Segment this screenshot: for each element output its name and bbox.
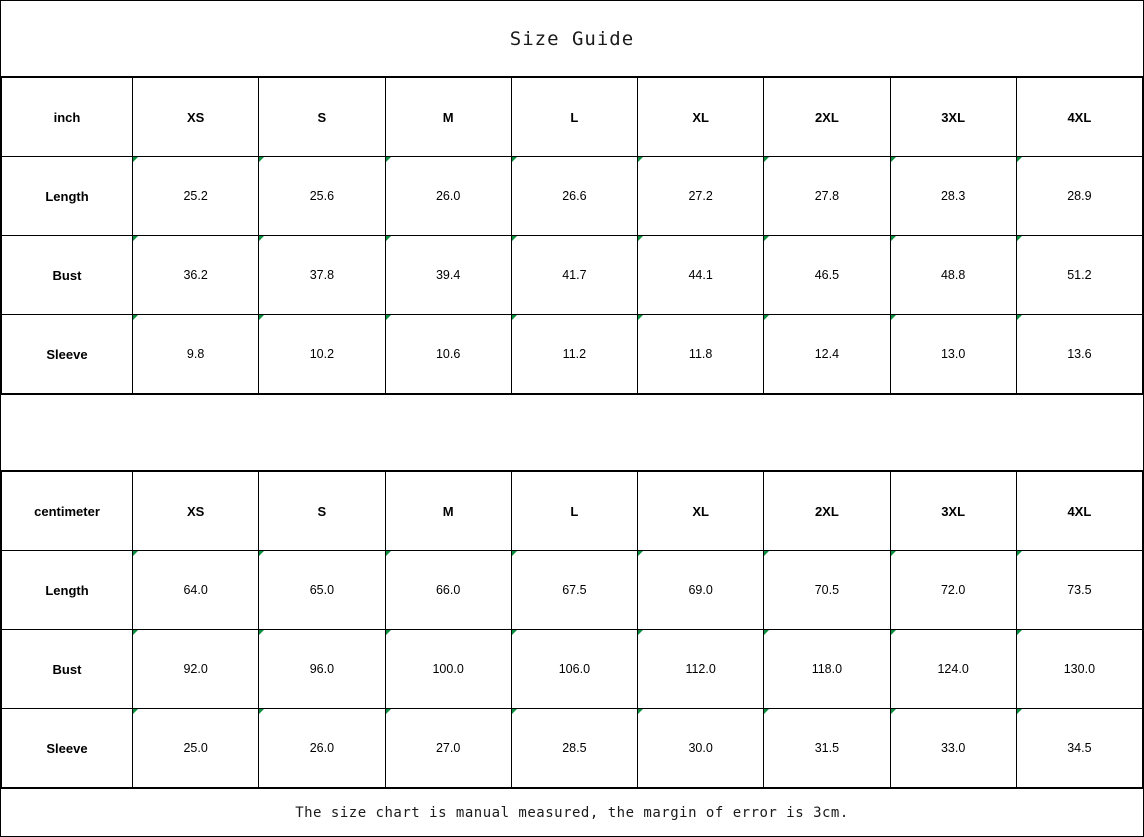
measurement-value: 27.8	[764, 157, 890, 236]
measurement-value: 130.0	[1016, 630, 1142, 709]
measurement-value: 70.5	[764, 551, 890, 630]
table-row	[2, 551, 1143, 630]
size-column-header: 3XL	[890, 472, 1016, 551]
measurement-value: 67.5	[511, 551, 637, 630]
centimeter-size-table	[1, 471, 1143, 788]
measurement-value: 10.6	[385, 315, 511, 394]
unit-label-centimeter: centimeter	[2, 472, 133, 551]
footer-note-bar	[1, 789, 1143, 836]
measurement-value: 112.0	[638, 630, 764, 709]
measurement-value: 26.0	[385, 157, 511, 236]
measurement-value: 13.6	[1016, 315, 1142, 394]
measurement-value: 65.0	[259, 551, 385, 630]
measurement-value: 37.8	[259, 236, 385, 315]
measurement-value: 26.6	[511, 157, 637, 236]
size-column-header: 3XL	[890, 78, 1016, 157]
inch-table-wrapper	[1, 77, 1143, 395]
measurement-value: 64.0	[133, 551, 259, 630]
measurement-value: 25.2	[133, 157, 259, 236]
page-title-bar	[1, 1, 1143, 77]
measurement-value: 118.0	[764, 630, 890, 709]
measurement-value: 69.0	[638, 551, 764, 630]
size-column-header: XS	[133, 472, 259, 551]
measurement-value: 44.1	[638, 236, 764, 315]
measurement-value: 11.8	[638, 315, 764, 394]
centimeter-table-wrapper	[1, 471, 1143, 789]
measurement-value: 28.3	[890, 157, 1016, 236]
measurement-value: 36.2	[133, 236, 259, 315]
size-column-header: XL	[638, 78, 764, 157]
size-column-header: 4XL	[1016, 472, 1142, 551]
table-row	[2, 157, 1143, 236]
measurement-label: Bust	[2, 630, 133, 709]
measurement-value: 30.0	[638, 709, 764, 788]
inch-size-table	[1, 77, 1143, 394]
measurement-value: 9.8	[133, 315, 259, 394]
measurement-value: 33.0	[890, 709, 1016, 788]
measurement-value: 106.0	[511, 630, 637, 709]
measurement-label: Bust	[2, 236, 133, 315]
measurement-value: 96.0	[259, 630, 385, 709]
measurement-value: 28.5	[511, 709, 637, 788]
size-column-header: 2XL	[764, 78, 890, 157]
measurement-value: 92.0	[133, 630, 259, 709]
size-column-header: L	[511, 78, 637, 157]
table-row	[2, 630, 1143, 709]
size-column-header: 4XL	[1016, 78, 1142, 157]
measurement-value: 31.5	[764, 709, 890, 788]
table-row	[2, 315, 1143, 394]
measurement-value: 25.0	[133, 709, 259, 788]
size-column-header: M	[385, 78, 511, 157]
measurement-value: 66.0	[385, 551, 511, 630]
measurement-label: Sleeve	[2, 709, 133, 788]
measurement-value: 34.5	[1016, 709, 1142, 788]
measurement-value: 11.2	[511, 315, 637, 394]
measurement-value: 25.6	[259, 157, 385, 236]
measurement-value: 124.0	[890, 630, 1016, 709]
measurement-value: 46.5	[764, 236, 890, 315]
table-header-row	[2, 78, 1143, 157]
measurement-value: 27.2	[638, 157, 764, 236]
measurement-value: 10.2	[259, 315, 385, 394]
measurement-value: 41.7	[511, 236, 637, 315]
size-column-header: XL	[638, 472, 764, 551]
size-column-header: 2XL	[764, 472, 890, 551]
measurement-value: 13.0	[890, 315, 1016, 394]
measurement-label: Sleeve	[2, 315, 133, 394]
table-row	[2, 709, 1143, 788]
measurement-value: 26.0	[259, 709, 385, 788]
table-header-row	[2, 472, 1143, 551]
measurement-value: 48.8	[890, 236, 1016, 315]
size-column-header: S	[259, 78, 385, 157]
measurement-value: 28.9	[1016, 157, 1142, 236]
measurement-value: 51.2	[1016, 236, 1142, 315]
measurement-value: 72.0	[890, 551, 1016, 630]
size-column-header: XS	[133, 78, 259, 157]
measurement-value: 100.0	[385, 630, 511, 709]
measurement-value: 39.4	[385, 236, 511, 315]
size-column-header: S	[259, 472, 385, 551]
measurement-value: 12.4	[764, 315, 890, 394]
page-title: Size Guide	[509, 27, 635, 50]
size-column-header: L	[511, 472, 637, 551]
footer-note: The size chart is manual measured, the margin of error is 3cm.	[295, 804, 849, 821]
table-row	[2, 236, 1143, 315]
measurement-value: 73.5	[1016, 551, 1142, 630]
measurement-value: 27.0	[385, 709, 511, 788]
measurement-label: Length	[2, 551, 133, 630]
measurement-label: Length	[2, 157, 133, 236]
unit-label-inch: inch	[2, 78, 133, 157]
table-separator	[1, 395, 1143, 471]
size-column-header: M	[385, 472, 511, 551]
